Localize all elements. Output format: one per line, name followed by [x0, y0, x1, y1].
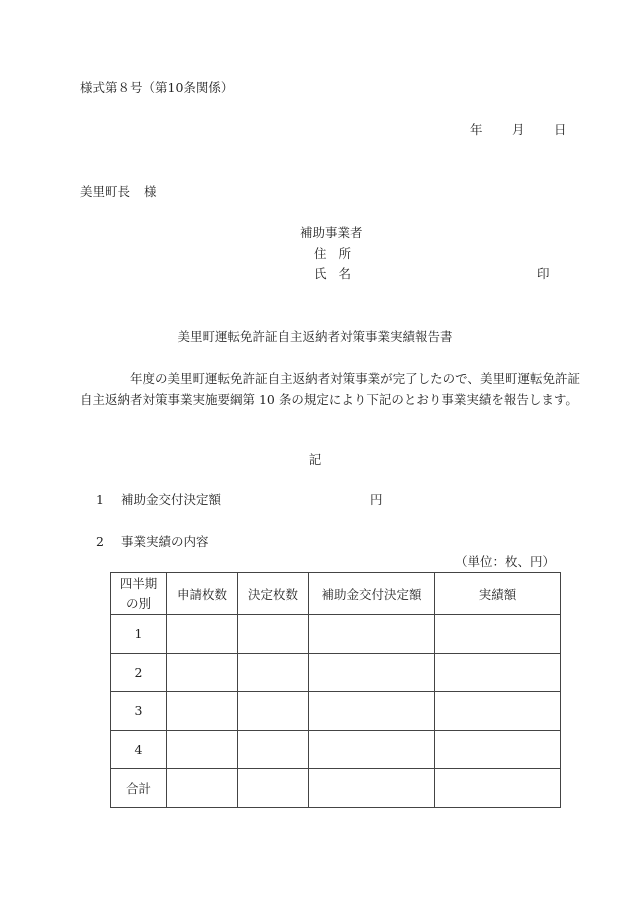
row-label: 合計	[111, 769, 167, 808]
seal-mark: 印	[537, 266, 550, 281]
item1-unit: 円	[370, 492, 383, 507]
header-applied: 申請枚数	[167, 573, 238, 615]
item2-number: 2	[96, 534, 104, 549]
cell-decided[interactable]	[238, 730, 309, 769]
table-header-row	[111, 573, 561, 615]
cell-grant-amount[interactable]	[309, 615, 435, 654]
cell-grant-amount[interactable]	[309, 653, 435, 692]
document-title: 美里町運転免許証自主返納者対策事業実績報告書	[177, 329, 453, 344]
cell-grant-amount[interactable]	[309, 730, 435, 769]
cell-grant-amount[interactable]	[309, 769, 435, 808]
item1-number: 1	[96, 492, 104, 507]
header-quarter	[111, 573, 167, 615]
results-table	[110, 572, 561, 808]
cell-decided[interactable]	[238, 692, 309, 731]
ki-label: 記	[308, 452, 322, 467]
cell-actual-amount[interactable]	[435, 615, 561, 654]
address-label: 住所	[314, 246, 364, 261]
cell-actual-amount[interactable]	[435, 730, 561, 769]
header-actual-amount: 実績額	[435, 573, 561, 615]
table-row	[111, 615, 561, 654]
row-label: 4	[111, 730, 167, 769]
addressee-name: 美里町長	[80, 184, 131, 199]
addressee	[80, 186, 157, 199]
table-row-total	[111, 769, 561, 808]
row-label: 2	[111, 653, 167, 692]
table-row	[111, 692, 561, 731]
header-grant-amount: 補助金交付決定額	[309, 573, 435, 615]
body-text: 年度の美里町運転免許証自主返納者対策事業が完了したので、美里町運転免許証自主返納者対策事業実施要綱第 10 条の規定により下記のとおり事業実績を報告します。	[80, 371, 580, 407]
cell-decided[interactable]	[238, 615, 309, 654]
row-label: 3	[111, 692, 167, 731]
cell-actual-amount[interactable]	[435, 692, 561, 731]
header-quarter-line1: 四半期	[119, 575, 158, 591]
cell-decided[interactable]	[238, 653, 309, 692]
cell-applied[interactable]	[167, 769, 238, 808]
date-year-label: 年	[470, 122, 483, 137]
table-row	[111, 730, 561, 769]
row-label: 1	[111, 615, 167, 654]
cell-applied[interactable]	[167, 653, 238, 692]
date-month-label: 月	[512, 122, 525, 137]
item2-label: 事業実績の内容	[121, 534, 209, 549]
cell-actual-amount[interactable]	[435, 653, 561, 692]
form-number: 様式第８号（第10条関係）	[80, 80, 234, 95]
cell-applied[interactable]	[167, 692, 238, 731]
header-quarter-line2: の別	[125, 595, 151, 611]
date-line	[470, 124, 567, 137]
cell-applied[interactable]	[167, 730, 238, 769]
cell-decided[interactable]	[238, 769, 309, 808]
table-row	[111, 653, 561, 692]
addressee-honorific: 様	[144, 184, 157, 199]
unit-note: （単位：枚、円）	[455, 554, 556, 569]
cell-grant-amount[interactable]	[309, 692, 435, 731]
cell-actual-amount[interactable]	[435, 769, 561, 808]
header-decided: 決定枚数	[238, 573, 309, 615]
item1-label: 補助金交付決定額	[121, 492, 222, 507]
name-label: 氏名	[314, 266, 364, 281]
cell-applied[interactable]	[167, 615, 238, 654]
applicant-title: 補助事業者	[300, 225, 363, 240]
date-day-label: 日	[554, 122, 567, 137]
